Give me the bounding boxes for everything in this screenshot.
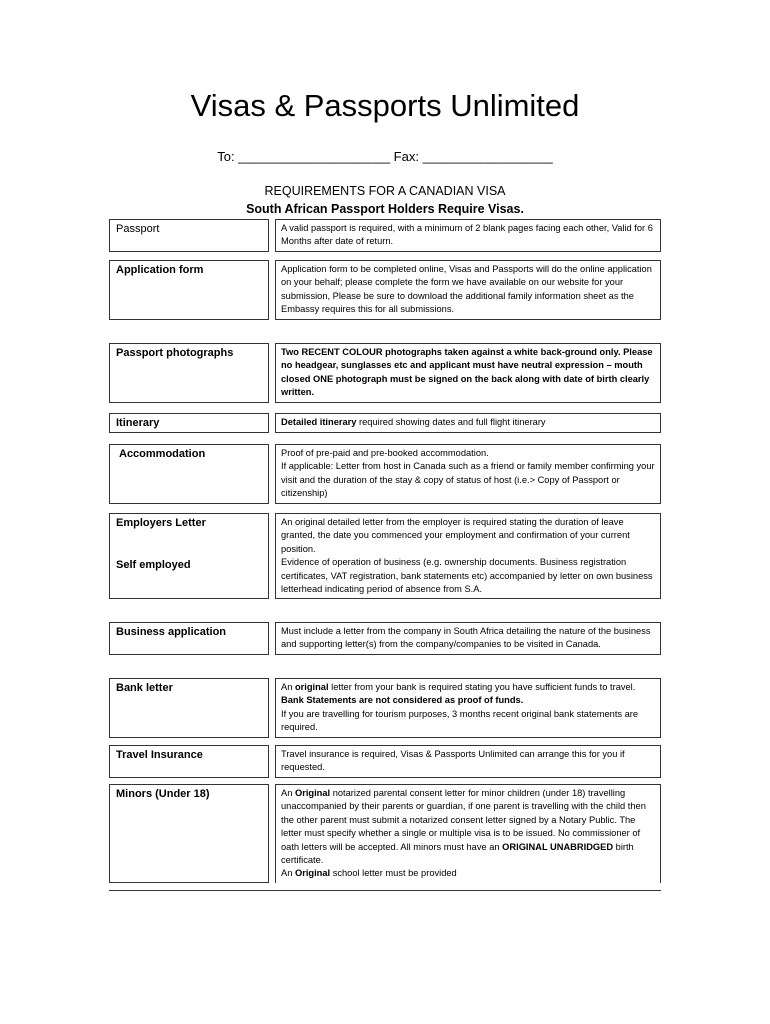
minors-b2: ORIGINAL UNABRIDGED <box>502 841 614 852</box>
bank-line-2: If you are travelling for tourism purposes, 3 months recent original bank statements are required. <box>281 708 639 733</box>
minors-t1: An <box>281 788 295 798</box>
row-business <box>109 622 661 655</box>
label-minors: Minors (Under 18) <box>109 784 269 883</box>
bottom-rule <box>109 890 661 891</box>
desc-business: Must include a letter from the company in South Africa detailing the nature of the business and supporting letter(s) from the company/companies to be visited in Canada. <box>275 622 661 655</box>
row-accommodation <box>109 444 661 504</box>
bank-b2: Bank Statements are not considered as proof of funds. <box>281 695 524 706</box>
desc-minors <box>275 784 661 883</box>
minors-t2: notarized parental consent letter for minor children (under 18) travelling unaccompanied by their parents or guardian, if one parent is travelling with the child then the other parent must submit a notarized consent letter signed by a Notary Public. The letter must specify whether a single or multiple visa is to be issued. No commissioner of oath letters will be accepted. All minors must have an <box>281 788 646 852</box>
minors-t3: birth certificate. <box>281 841 634 866</box>
minors-t4: An <box>281 868 295 879</box>
bank-t1: An <box>281 682 295 692</box>
minors-b3: Original <box>294 868 331 879</box>
desc-photographs: Two RECENT COLOUR photographs taken against a white back-ground only. Please no headgear, sunglasses etc and applicant must have neutral expression – mouth closed ONE photograph must be signed on the back along with date of birth clearly written. <box>275 343 661 403</box>
label-employers-letter: Employers Letter <box>116 517 206 529</box>
minors-b1: Original <box>294 788 331 798</box>
row-insurance <box>109 745 661 778</box>
minors-line-1 <box>281 787 655 867</box>
label-passport: Passport <box>109 219 269 252</box>
desc-accommodation <box>275 444 661 504</box>
row-application-form <box>109 260 661 320</box>
label-employers-cell <box>109 513 269 599</box>
label-application-form: Application form <box>109 260 269 320</box>
desc-passport: A valid passport is required, with a minimum of 2 blank pages facing each other, Valid for 6 Months after date of return. <box>275 219 661 252</box>
itinerary-bold: Detailed itinerary <box>281 417 357 427</box>
label-self-employed: Self employed <box>116 559 191 571</box>
subheading: South African Passport Holders Require Visas. <box>246 202 524 216</box>
desc-insurance: Travel insurance is required, Visas & Passports Unlimited can arrange this for you if requested. <box>275 745 661 778</box>
accommodation-line-1: Proof of pre-paid and pre-booked accommodation. <box>281 448 489 458</box>
row-passport <box>109 219 661 252</box>
accommodation-line-2: If applicable: Letter from host in Canada such as a friend or family member confirming your visit and the duration of the stay & copy of status of host (i.e.> Copy of Passport or citizenship) <box>281 461 655 499</box>
bank-b1: original <box>294 682 329 692</box>
label-insurance: Travel Insurance <box>109 745 269 778</box>
bank-t2: letter from your bank is required stating you have sufficient funds to travel. <box>328 682 636 692</box>
desc-bank <box>275 678 661 738</box>
row-itinerary <box>109 413 661 433</box>
desc-itinerary <box>275 413 661 433</box>
label-accommodation: Accommodation <box>109 444 269 504</box>
label-itinerary: Itinerary <box>109 413 269 433</box>
employers-line-2: Evidence of operation of business (e.g. ownership documents. Business registration certificates, VAT registration, bank statements etc) accompanied by letter on own business letterhead indicating period of absence from S.A. <box>281 557 653 595</box>
requirements-heading: REQUIREMENTS FOR A CANADIAN VISA <box>264 184 506 198</box>
minors-line-2 <box>281 867 655 880</box>
label-business: Business application <box>109 622 269 655</box>
document-title: Visas & Passports Unlimited <box>190 88 580 123</box>
row-employers <box>109 513 661 599</box>
row-photographs <box>109 343 661 403</box>
minors-t5: school letter must be provided <box>330 868 457 879</box>
row-bank <box>109 678 661 738</box>
employers-line-1: An original detailed letter from the employer is required stating the duration of leave granted, the date you commenced your employment and confirmation of your current position. <box>281 517 630 554</box>
to-fax-line: To: _____________________ Fax: __________________ <box>217 149 553 164</box>
desc-employers <box>275 513 661 599</box>
itinerary-text: required showing dates and full flight itinerary <box>356 417 546 427</box>
desc-application-form: Application form to be completed online, Visas and Passports will do the online application on your behalf; please complete the form we have available on our website for your submission, Please be sure to download the additional family information sheet as the Embassy requires this for all submissions. <box>275 260 661 320</box>
label-bank: Bank letter <box>109 678 269 738</box>
label-photographs: Passport photographs <box>109 343 269 403</box>
row-minors <box>109 784 661 883</box>
bank-line-1 <box>281 681 655 708</box>
